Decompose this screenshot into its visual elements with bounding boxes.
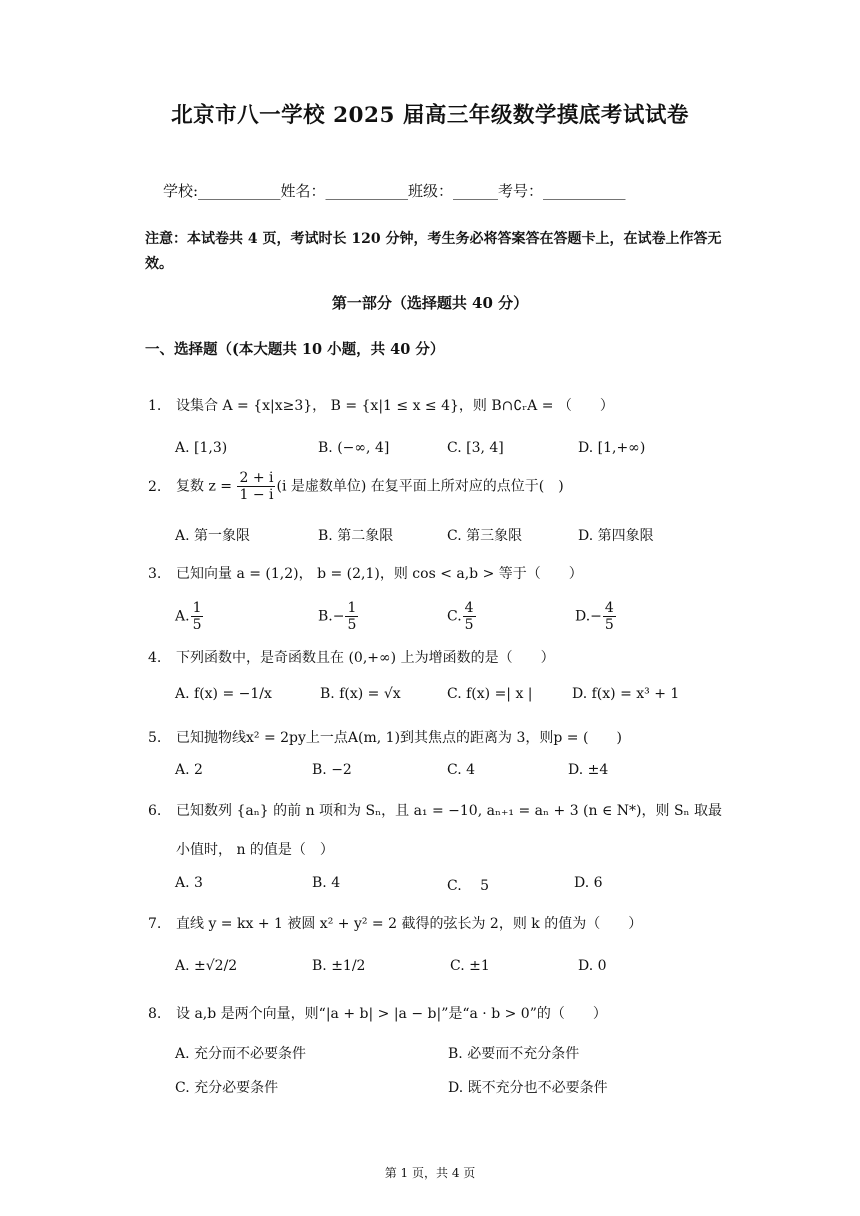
option-d: D. ±4 xyxy=(568,762,609,778)
question-8: 8. 设 a,b 是两个向量，则“|a + b| > |a − b|”是“a · b > 0”的（ ） xyxy=(148,1006,607,1022)
option-c: C. 5 xyxy=(447,878,490,894)
question-stem: 设集合 A = {x|x≥3}， B = {x|1 ≤ x ≤ 4}，则 B∩∁ᵣA = （ ） xyxy=(176,398,614,414)
student-info-line: 学校:___________姓名：___________班级：______考号：___________ xyxy=(163,182,626,200)
question-1: 1. 设集合 A = {x|x≥3}， B = {x|1 ≤ x ≤ 4}，则 B∩∁ᵣA = （ ） xyxy=(148,398,614,414)
option-b: B. 第二象限 xyxy=(318,528,394,544)
option-a: A. ±√2/2 xyxy=(175,958,238,974)
option-d: D. f(x) = x³ + 1 xyxy=(572,686,680,702)
question-7: 7. 直线 y = kx + 1 被圆 x² + y² = 2 截得的弦长为 2，则 k 的值为（ ） xyxy=(148,916,643,932)
option-a: A. f(x) = −1/x xyxy=(175,686,272,702)
question-stem: 直线 y = kx + 1 被圆 x² + y² = 2 截得的弦长为 2，则 k 的值为（ ） xyxy=(176,916,643,932)
option-b: B. −2 xyxy=(312,762,352,778)
option-c: C. 第三象限 xyxy=(447,528,523,544)
option-a: A. 第一象限 xyxy=(175,528,251,544)
question-6: 6. 已知数列 {aₙ} 的前 n 项和为 Sₙ，且 a₁ = −10, aₙ₊₁ = aₙ + 3 (n ∈ N*)，则 Sₙ 取最 xyxy=(148,803,723,819)
option-a: A. 2 xyxy=(175,762,203,778)
part-title: 第一部分（选择题共 40 分） xyxy=(331,294,529,312)
option-b: B. ±1/2 xyxy=(312,958,366,974)
option-d: D. 6 xyxy=(574,875,603,891)
page-footer: 第 1 页，共 4 页 xyxy=(384,1166,476,1180)
option-b: B. f(x) = √x xyxy=(320,686,401,702)
option-d: D.− $\frac{4}{5}$ xyxy=(575,600,614,634)
section-title: 一、选择题（(本大题共 10 小题，共 40 分） xyxy=(145,341,445,358)
page-title: 北京市八一学校 2025 届高三年级数学摸底考试试卷 xyxy=(171,103,689,128)
option-d: D. 既不充分也不必要条件 xyxy=(448,1080,608,1096)
option-a: A. 充分而不必要条件 xyxy=(175,1046,307,1062)
option-c: C. f(x) =| x | xyxy=(447,686,533,702)
option-a: A. [1,3) xyxy=(175,440,228,456)
option-b: B. (−∞, 4] xyxy=(318,440,390,456)
question-5: 5. 已知抛物线x² = 2py上一点A(m, 1)到其焦点的距离为 3，则p = ( ) xyxy=(148,730,622,746)
question-6-continued: 小值时， n 的值是（ ） xyxy=(176,842,334,858)
option-d: D. 0 xyxy=(578,958,607,974)
option-a: A. 3 xyxy=(175,875,203,891)
option-c: C. 充分必要条件 xyxy=(175,1080,279,1096)
option-c: C. [3, 4] xyxy=(447,440,504,456)
option-a: A. $\frac{1}{5}$ xyxy=(175,600,202,634)
question-2: 2. 复数 z = $\frac{2 + i}{1 - i}$ (i 是虚数单位) 在复平面上所对应的点位于( ) xyxy=(148,470,564,504)
option-b: B.− $\frac{1}{5}$ xyxy=(318,600,357,634)
question-stem: 设 a,b 是两个向量，则“|a + b| > |a − b|”是“a · b > 0”的（ ） xyxy=(176,1006,607,1022)
question-3: 3. 已知向量 a = (1,2)， b = (2,1)，则 cos < a,b > 等于（ ） xyxy=(148,566,583,582)
option-c: C. 4 xyxy=(447,762,476,778)
question-4: 4. 下列函数中，是奇函数且在 (0,+∞) 上为增函数的是（ ） xyxy=(148,650,555,666)
option-c: C. $\frac{4}{5}$ xyxy=(447,600,474,634)
option-c: C. ±1 xyxy=(450,958,490,974)
option-b: B. 必要而不充分条件 xyxy=(448,1046,580,1062)
option-b: B. 4 xyxy=(312,875,341,891)
question-stem: 已知数列 {aₙ} 的前 n 项和为 Sₙ，且 a₁ = −10, aₙ₊₁ = aₙ + 3 (n ∈ N*)，则 Sₙ 取最 xyxy=(176,803,723,819)
exam-notice: 注意：本试卷共 4 页，考试时长 120 分钟，考生务必将答案答在答题卡上，在试卷上作答无效。 xyxy=(145,231,722,272)
question-stem: 下列函数中，是奇函数且在 (0,+∞) 上为增函数的是（ ） xyxy=(176,650,555,666)
option-d: D. 第四象限 xyxy=(578,528,654,544)
option-d: D. [1,+∞) xyxy=(578,440,646,456)
question-stem: 已知抛物线x² = 2py上一点A(m, 1)到其焦点的距离为 3，则p = ( ) xyxy=(176,730,622,746)
fraction: $\frac{2 + i}{1 - i}$ xyxy=(239,470,274,504)
question-stem: 已知向量 a = (1,2)， b = (2,1)，则 cos < a,b > 等于（ ） xyxy=(176,566,583,582)
